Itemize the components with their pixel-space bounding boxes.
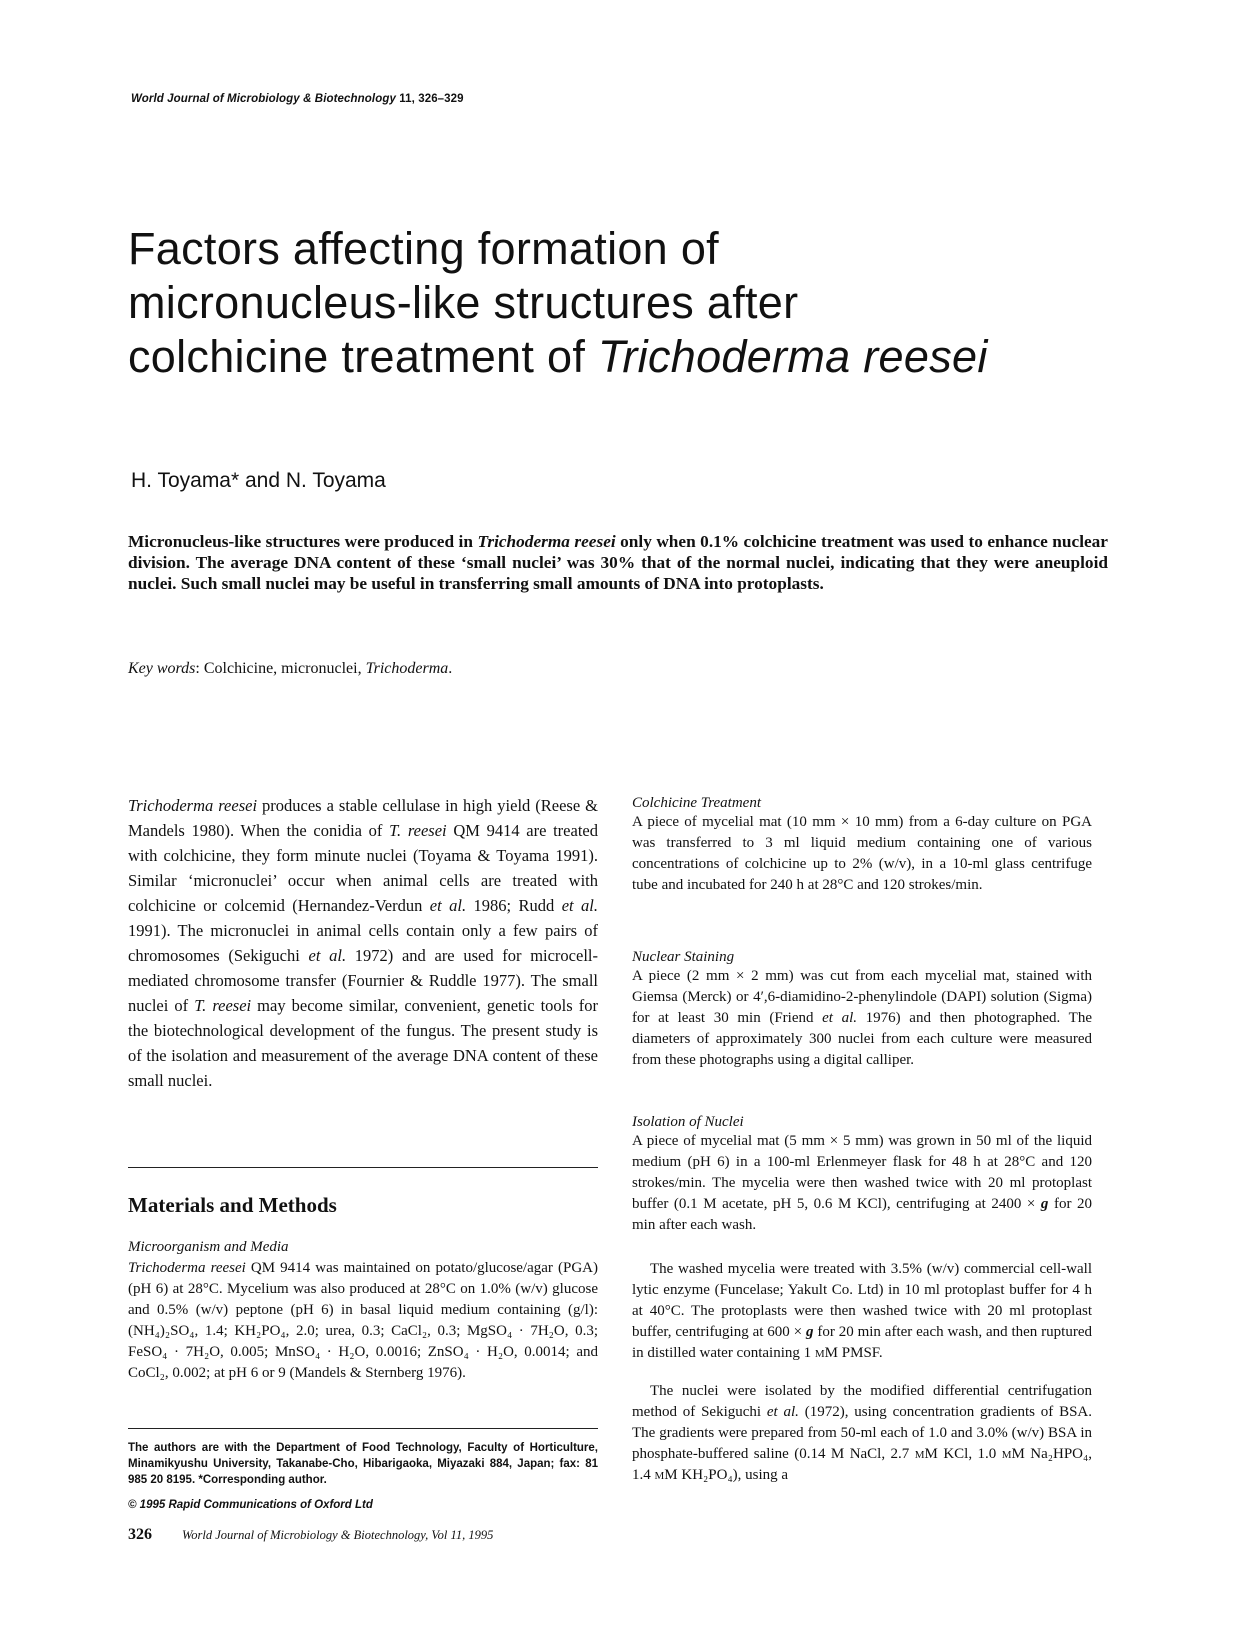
intro-s5: 1972) and are used for microcell-mediated chromosome transfer (Fournier & Ruddle 1977). The small nuclei of	[128, 946, 598, 1015]
nuc-text-b: 1976) and then photographed. The diameters of approximately 300 nuclei from each culture were measured from these photographs using a digital calliper.	[632, 1010, 1092, 1068]
page-number: 326	[128, 1526, 152, 1543]
intro-s2: QM 9414 are treated with colchicine, they form minute nuclei (Toyama & Toyama 1991). Similar ‘micronuclei’ occur when animal cells are treated with colchicine or colcemid (Hernandez-Verdun	[128, 821, 598, 915]
iso-g-1: g	[1040, 1196, 1049, 1212]
iso-3e: Na₂HPO₄, 1.4	[632, 1446, 1092, 1483]
isolation-paragraph-2	[632, 1259, 1092, 1364]
keywords-label: Key words	[128, 660, 196, 677]
iso-3c: NaCl, 2.7	[844, 1446, 915, 1462]
header-journal: World Journal of Microbiology & Biotechnology	[131, 93, 396, 105]
iso-3d: KCl, 1.0	[937, 1446, 1002, 1462]
iso-mm-4: mM	[654, 1467, 678, 1483]
iso-mm-3: mM	[1001, 1446, 1025, 1462]
author-affiliation: The authors are with the Department of Food Technology, Faculty of Horticulture, Minamikyushu University, Takanabe-Cho, Hibarigaoka, Miyazaki 884, Japan; fax: 81 985 20 8195. *Corresponding author.	[128, 1442, 598, 1486]
intro-paragraph	[128, 793, 598, 1093]
abstract	[128, 531, 1108, 594]
nuclear-staining-paragraph	[632, 966, 1092, 1071]
title-line-2: micronucleus-like structures after	[128, 277, 799, 328]
iso-molar-3: M	[830, 1446, 845, 1462]
abstract-species: Trichoderma reesei	[477, 532, 616, 551]
iso-2b: for 20 min after each wash, and then ruptured in distilled water containing 1	[632, 1324, 1092, 1361]
nuc-text-a: A piece (2 mm × 2 mm) was cut from each mycelial mat, stained with Giemsa (Merck) or 4′,6-diamidino-2-phenylindole (DAPI) solution (Sigma) for at least 30 min (Friend	[632, 968, 1092, 1026]
micro-species: Trichoderma reesei	[128, 1260, 246, 1276]
keywords-text: : Colchicine, micronuclei,	[195, 660, 366, 677]
keywords	[128, 660, 452, 678]
iso-1c: KCl), centrifuging at 2400 ×	[851, 1196, 1041, 1212]
iso-etal: et al.	[766, 1404, 799, 1420]
copyright: © 1995 Rapid Communications of Oxford Ltd	[128, 1499, 373, 1511]
iso-g-2: g	[805, 1324, 814, 1340]
intro-t-reesei-2: T. reesei	[194, 996, 252, 1015]
iso-2a: The washed mycelia were treated with 3.5% (w/v) commercial cell-wall lytic enzyme (Funcelase; Yakult Co. Ltd) in 10 ml protoplast buffer for 4 h at 40°C. The protoplasts were then washed twice with 20 ml protoplast buffer, centrifuging at 600 ×	[632, 1261, 1092, 1340]
iso-3a: The nuclei were isolated by the modified differential centrifugation method of Sekiguchi	[632, 1383, 1092, 1420]
intro-s6: may become similar, convenient, genetic tools for the biotechnological development of the fungus. The present study is of the isolation and measurement of the average DNA content of these small nuclei.	[128, 996, 598, 1090]
iso-3b: (1972), using concentration gradients of BSA. The gradients were prepared from 50-ml each of 1.0 and 3.0% (w/v) BSA in phosphate-buffered saline (0.14	[632, 1404, 1093, 1462]
iso-3f: KH₂PO₄), using a	[677, 1467, 789, 1483]
title-species: Trichoderma reesei	[597, 331, 988, 382]
iso-1d: for 20 min after each wash.	[632, 1196, 1092, 1233]
intro-etal-2: et al.	[561, 896, 598, 915]
intro-etal-1: et al.	[429, 896, 467, 915]
intro-species: Trichoderma reesei	[128, 796, 258, 815]
nuc-etal: et al.	[822, 1010, 858, 1026]
iso-2c: PMSF.	[838, 1345, 883, 1361]
colchicine-paragraph: A piece of mycelial mat (10 mm × 10 mm) from a 6-day culture on PGA was transferred to 3 ml liquid medium containing one of various concentrations of colchicine up to 2% (w/v), in a 10-ml glass centrifuge tube and incubated for 240 h at 28°C and 120 strokes/min.	[632, 814, 1092, 893]
iso-1a: A piece of mycelial mat (5 mm × 5 mm) was grown in 50 ml of the liquid medium (pH 6) in a 100-ml Erlenmeyer flask for 48 h at 28°C and 120 strokes/min. The mycelia were then washed twice with 20 ml protoplast buffer (0.1	[632, 1133, 1092, 1212]
keywords-italic: Trichoderma	[365, 660, 449, 677]
footnote-divider	[128, 1428, 598, 1429]
abstract-part-2: only when 0.1% colchicine treatment was used to enhance nuclear division. The average DNA content of these ‘small nuclei’ was 30% that of the normal nuclei, indicating that they were aneuploid nuclei. Such small nuclei may be useful in transferring small amounts of DNA into protoplasts.	[128, 532, 1108, 593]
intro-s3: 1986; Rudd	[466, 896, 562, 915]
keywords-end: .	[448, 660, 453, 677]
title-line-3	[128, 330, 1128, 384]
subsection-heading-microorganism: Microorganism and Media	[128, 1239, 289, 1255]
section-divider	[128, 1167, 598, 1168]
footer-journal: World Journal of Microbiology & Biotechnology, Vol 11, 1995	[182, 1528, 494, 1542]
abstract-part-1: Micronucleus-like structures were produced in	[128, 532, 478, 551]
title-line-3-prefix: colchicine treatment of	[128, 331, 598, 382]
isolation-paragraph-1	[632, 1131, 1092, 1236]
intro-t-reesei-1: T. reesei	[389, 821, 447, 840]
iso-molar-1: M	[703, 1196, 717, 1212]
subsection-heading-nuclear-staining: Nuclear Staining	[632, 949, 735, 965]
isolation-paragraph-3	[632, 1381, 1092, 1486]
micro-text: QM 9414 was maintained on potato/glucose/agar (PGA) (pH 6) at 28°C. Mycelium was also produced at 28°C on 1.0% (w/v) glucose and 0.5% (w/v) peptone (pH 6) in basal liquid medium containing (g/l): (NH₄)₂SO₄, 1.4; KH₂PO₄, 2.0; urea, 0.3; CaCl₂, 0.3; MgSO₄ · 7H₂O, 0.3; FeSO₄ · 7H₂O, 0.005; MnSO₄ · H₂O, 0.0016; ZnSO₄ · H₂O, 0.0014; and CoCl₂, 0.002; at pH 6 or 9 (Mandels & Sternberg 1976).	[128, 1260, 598, 1381]
running-header	[131, 93, 464, 105]
section-heading-materials-methods: Materials and Methods	[128, 1193, 337, 1217]
intro-s1: produces a stable cellulase in high yield (Reese & Mandels 1980). When the conidia of	[128, 796, 598, 840]
title-line-1: Factors affecting formation of	[128, 223, 719, 274]
article-title	[128, 222, 1128, 384]
intro-etal-3: et al.	[308, 946, 347, 965]
iso-molar-2: M	[837, 1196, 852, 1212]
intro-s4: 1991). The micronuclei in animal cells contain only a few pairs of chromosomes (Sekiguchi	[128, 921, 598, 965]
header-volume: 11	[399, 93, 412, 105]
iso-mm-2: mM	[914, 1446, 938, 1462]
header-pages: , 326–329	[411, 93, 464, 105]
subsection-heading-colchicine: Colchicine Treatment	[632, 795, 762, 811]
microorganism-paragraph	[128, 1258, 598, 1384]
iso-1b: acetate, pH 5, 0.6	[716, 1196, 838, 1212]
subsection-heading-isolation: Isolation of Nuclei	[632, 1114, 744, 1130]
authors: H. Toyama* and N. Toyama	[131, 469, 386, 492]
iso-mm-1: mM	[814, 1345, 839, 1361]
